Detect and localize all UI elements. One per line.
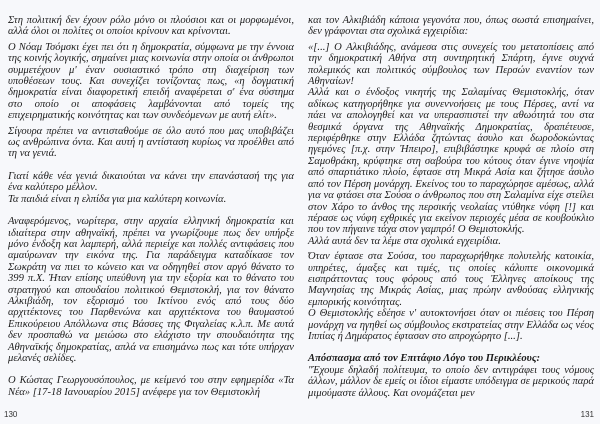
quote-paragraph: «[...] Ο Αλκιβιάδης, ανάμεσα στις συνεχείς του μετατοπίσεις από την δημοκρατική Αθήνα στη συντηρητική Σπάρτη, έγινε συχνά πολεμικός και πολιτικός σύμβουλος των Περσών εναντίον των Αθηναίων! xyxy=(308,41,594,88)
paragraph: Ο Κώστας Γεωργουσόπουλος, με κείμενό του στην εφημερίδα «Τα Νέα» [17-18 Ιανουαρίου 2015] ανέφερε για τον Θεμιστοκλή xyxy=(8,375,294,398)
page-number: 131 xyxy=(580,410,594,419)
paragraph: Στη πολιτική δεν έχουν ρόλο μόνο οι πλούσιοι και οι μορφωμένοι, αλλά όλοι οι πολίτες οι οποίοι κρίνουν και κρίνονται. xyxy=(8,15,294,38)
quote-paragraph: Αλλά αυτά δεν τα λέμε στα σχολικά εγχειρίδια. xyxy=(308,235,501,247)
quote-paragraph: Ο Θεμιστοκλής εδέησε ν' αυτοκτονήσει όταν οι πιέσεις του Πέρση μονάρχη να ηγηθεί ως σύμβουλος εκστρατείας στην Ελλάδα ως νέος Ιππίας ή Δημάρατος έφτασαν στο απροχώρητο [...]. xyxy=(308,308,594,342)
page-number: 130 xyxy=(4,410,18,419)
right-page xyxy=(300,0,600,424)
section-heading: Απόσπασμα από τον Επιτάφιο Λόγο του Περικλέους: xyxy=(308,353,541,365)
paragraph: Τα παιδιά είναι η ελπίδα για μια καλύτερη κοινωνία. xyxy=(8,193,227,205)
paragraph: Αναφερόμενος, νωρίτερα, στην αρχαία ελληνική δημοκρατία και ιδιαίτερα στην αθηναϊκή, πρέπει να γνωρίζουμε πως δεν υπήρξε μόνο ένδοξη και λαμπερή, αλλά περιείχε και πολλές αντιφάσεις που αμαύρωναν την εικόνα της. Για παράδειγμα καταδίκασε τον Σωκράτη να πιει το κώνειο και να οδηγηθεί στον αργό θάνατο το 399 π.Χ. Ήταν επίσης υπεύθυνη για την εξορία και το θάνατο του στρατηγού και σπουδαίου πολιτικού Θεμιστοκλή, για τον θάνατο Αλκιβιάδη, τον εξορισμό του Ικτίνου ενός από τους δύο αρχιτέκτονες του Παρθενώνα και αρχιτέκτονα του θαυμαστού Επικούρειου Απόλλωνα στις Βάσσες της Φιγαλείας κ.λ.π. Με αυτά δεν προσπαθώ να μειώσω στο ελάχιστο την σπουδαιότητα της Αθηναϊκής δημοκρατίας, απλά να επισημάνω πως και τότε υπήρχαν μελανές σελίδες. xyxy=(8,216,294,364)
quote-paragraph: Αλλά και ο ένδοξος νικητής της Σαλαμίνας Θεμιστοκλής, όταν αδίκως κατηγορήθηκε για συνεννοήσεις με τους Πέρσες, αντί να πάει να απολογηθεί και να υπερασπιστεί την αθωότητά του στα θεσμικά όργανα της Αθηναϊκής Δημοκρατίας, δραπέτευσε, περιφέρθηκε στην Ελλάδα ζητώντας άσυλο και δωροδοκώντας ηγεμόνες [π.χ. στην Ήπειρο], επιβιβάστηκε κρυφά σε πλοίο στη Σαμοθράκη, κρύφτηκε στη σαβούρα του κύτους όταν έγινε νηοψία από σπαρτιάτικο πλοίο, έφτασε στη Μικρά Ασία και ζήτησε άσυλο από τον Πέρση μονάρχη. Εκείνος του το παραχώρησε αμέσως, αλλά για να φτάσει στα Σούσα ο άνθρωπος που στη Σαλαμίνα είχε στείλει στον Χάρο το άνθος της περσικής νεολαίας ντύθηκε νύφη [!] και πέρασε ως νύφη εχθρικές για εκείνον περιοχές μέσα σε κουβούκλιο που τον πήγαινε τάχα στον γαμπρό! Ο Θεμιστοκλής. xyxy=(308,87,594,236)
paragraph: Ο Νόαμ Τσόμσκι έχει πει ότι η δημοκρατία, σύμφωνα με την έννοια της κοινής λογικής, σημαίνει μιας κοινωνία στην οποία οι άνθρωποι συμμετέχουν μ' έναν ουσιαστικό τρόπο στη διαχείριση των υποθέσεων τους. Και συνεχίζει τονίζοντας πως, «η δογματική δημοκρατία είναι διαφορετική επειδή αναφέρεται σ' ένα σύστημα στο οποίο οι αποφάσεις λαμβάνονται από τομείς της επιχειρηματικής κοινότητας και των συνδεόμενων με αυτή ελίτ». xyxy=(8,41,294,122)
right-text-column xyxy=(308,15,594,399)
quote-paragraph: "Έχουμε δηλαδή πολίτευμα, το οποίο δεν αντιγράφει τους νόμους άλλων, μάλλον δε εμείς οι ίδιοι είμαστε υπόδειγμα σε μερικούς παρά μιμούμαστε άλλους. Και ονομάζεται μεν xyxy=(308,364,594,399)
left-text-column xyxy=(8,15,294,398)
paragraph: Γιατί κάθε νέα γενιά δικαιούται να κάνει την επανάστασή της για ένα καλύτερο μέλλον. xyxy=(8,170,294,194)
paragraph: Σίγουρα πρέπει να αντισταθούμε σε όλο αυτό που μας υποβιβάζει ως ανθρώπινα όντα. Και αυτή η αντίσταση κυρίως να προέλθει από τη να γενιά. xyxy=(8,125,294,160)
quote-paragraph: Όταν έφτασε στα Σούσα, του παραχωρήθηκε πολυτελής κατοικία, υπηρέτες, άμαξες και τιμές, τις οποίες κάλυπτε οικονομικά εισπράττοντας τους φόρους από τους Έλληνες αποίκους της Μαγνησίας της Μικράς Ασίας, μιας πρώην ανθούσας ελληνικής εμπορικής κοινότητας. xyxy=(308,251,594,308)
paragraph: και τον Αλκιβιάδη κάποια γεγονότα που, όπως σωστά επισημαίνει, δεν γράφονται στα σχολικά εγχειρίδια: xyxy=(308,15,594,38)
